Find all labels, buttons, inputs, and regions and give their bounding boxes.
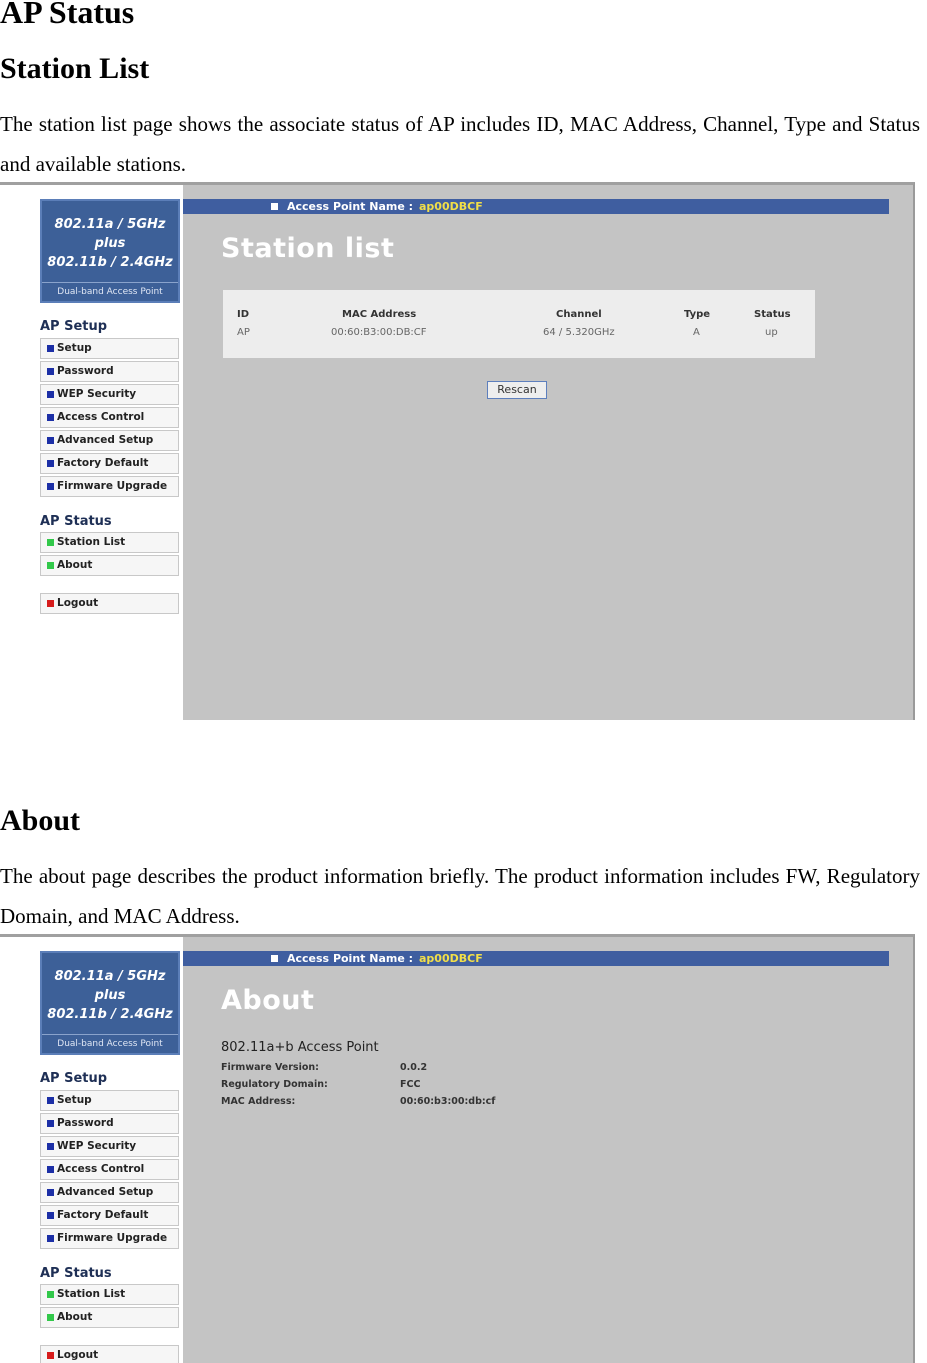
menu-about[interactable] [40, 555, 179, 576]
bullet-icon [47, 539, 54, 546]
station-table [223, 290, 815, 358]
bullet-icon [47, 1212, 54, 1219]
logo-line-2: plus [94, 236, 126, 251]
logo-line-1: 802.11a / 5GHz [54, 969, 166, 984]
ap-status-title: AP Status [40, 1266, 112, 1281]
menu-logout[interactable] [40, 1345, 179, 1363]
logo-line-3: 802.11b / 2.4GHz [47, 255, 173, 270]
menu-firmware-upgrade[interactable] [40, 476, 179, 497]
column-header: Channel [556, 309, 602, 320]
bullet-icon [47, 1166, 54, 1173]
menu-logout[interactable] [40, 593, 179, 614]
menu-label: Password [57, 365, 114, 377]
mac-address-value: 00:60:b3:00:db:cf [400, 1096, 496, 1107]
bullet-icon [47, 1291, 54, 1298]
menu-setup[interactable] [40, 1090, 179, 1111]
menu-access-control[interactable] [40, 407, 179, 428]
menu-wep-security[interactable] [40, 384, 179, 405]
about-heading: About [0, 804, 81, 837]
regulatory-domain-value: FCC [400, 1079, 421, 1090]
logo-line-2: plus [94, 988, 126, 1003]
menu-station-list[interactable] [40, 1284, 179, 1305]
menu-password[interactable] [40, 1113, 179, 1134]
table-cell: 00:60:B3:00:DB:CF [331, 327, 427, 338]
table-cell: 64 / 5.320GHz [543, 327, 615, 338]
bullet-icon [47, 437, 54, 444]
menu-label: Firmware Upgrade [57, 480, 168, 492]
brand-logo [40, 951, 180, 1055]
column-header: ID [237, 309, 250, 320]
firmware-version-value: 0.0.2 [400, 1062, 428, 1073]
logo-line-3: 802.11b / 2.4GHz [47, 1007, 173, 1022]
station-list-screenshot [0, 182, 915, 720]
column-header: MAC Address [342, 309, 417, 320]
bullet-icon [47, 345, 54, 352]
bullet-icon [47, 1352, 54, 1359]
firmware-version-label: Firmware Version: [221, 1062, 319, 1073]
menu-setup[interactable] [40, 338, 179, 359]
menu-label: About [57, 559, 93, 571]
bullet-icon [47, 600, 54, 607]
bullet-icon [47, 1097, 54, 1104]
ap-name-label: Access Point Name : [287, 952, 414, 965]
menu-label: WEP Security [57, 1140, 137, 1152]
rescan-button[interactable]: Rescan [487, 381, 547, 399]
sidebar [0, 185, 183, 720]
menu-firmware-upgrade[interactable] [40, 1228, 179, 1249]
menu-label: Factory Default [57, 457, 149, 469]
menu-label: Access Control [57, 1163, 145, 1175]
bullet-icon [271, 203, 278, 210]
menu-advanced-setup[interactable] [40, 1182, 179, 1203]
regulatory-domain-label: Regulatory Domain: [221, 1079, 328, 1090]
ap-setup-title: AP Setup [40, 1071, 108, 1086]
ap-name-label: Access Point Name : [287, 200, 414, 213]
menu-label: Advanced Setup [57, 1186, 154, 1198]
bullet-icon [47, 368, 54, 375]
menu-label: Advanced Setup [57, 434, 154, 446]
mac-address-label: MAC Address: [221, 1096, 296, 1107]
logo-line-1: 802.11a / 5GHz [54, 217, 166, 232]
logo-subtitle: Dual-band Access Point [42, 1034, 178, 1053]
main-panel [183, 185, 913, 720]
bullet-icon [271, 955, 278, 962]
bullet-icon [47, 562, 54, 569]
menu-factory-default[interactable] [40, 453, 179, 474]
bullet-icon [47, 1120, 54, 1127]
menu-label: Station List [57, 536, 126, 548]
main-panel [183, 937, 913, 1363]
menu-label: About [57, 1311, 93, 1323]
bullet-icon [47, 1189, 54, 1196]
menu-label: Firmware Upgrade [57, 1232, 168, 1244]
logo-subtitle: Dual-band Access Point [42, 282, 178, 301]
sidebar [0, 937, 183, 1363]
column-header: Type [684, 309, 711, 320]
ap-setup-title: AP Setup [40, 319, 108, 334]
menu-label: Setup [57, 1094, 92, 1106]
page-title: About [221, 985, 315, 1016]
ap-name-bar [183, 951, 889, 966]
bullet-icon [47, 460, 54, 467]
station-list-description: The station list page shows the associate status of AP includes ID, MAC Address, Channel, Type and Status and available stations. [0, 112, 920, 176]
menu-factory-default[interactable] [40, 1205, 179, 1226]
menu-wep-security[interactable] [40, 1136, 179, 1157]
doc-title: AP Status [0, 0, 135, 30]
table-cell: A [693, 327, 700, 338]
menu-password[interactable] [40, 361, 179, 382]
menu-label: Logout [57, 1349, 99, 1361]
bullet-icon [47, 391, 54, 398]
bullet-icon [47, 1235, 54, 1242]
bullet-icon [47, 483, 54, 490]
menu-label: Logout [57, 597, 99, 609]
ap-status-title: AP Status [40, 514, 112, 529]
menu-label: WEP Security [57, 388, 137, 400]
about-description: The about page describes the product information briefly. The product information includes FW, Regulatory Domain, and MAC Address. [0, 864, 920, 928]
ap-name-value: ap00DBCF [419, 952, 483, 965]
menu-label: Access Control [57, 411, 145, 423]
product-name: 802.11a+b Access Point [221, 1040, 379, 1055]
bullet-icon [47, 1143, 54, 1150]
menu-advanced-setup[interactable] [40, 430, 179, 451]
bullet-icon [47, 414, 54, 421]
column-header: Status [754, 309, 791, 320]
menu-about[interactable] [40, 1307, 179, 1328]
brand-logo [40, 199, 180, 303]
menu-label: Password [57, 1117, 114, 1129]
table-cell: up [765, 327, 778, 338]
station-list-heading: Station List [0, 52, 150, 85]
menu-label: Setup [57, 342, 92, 354]
about-screenshot [0, 934, 915, 1363]
menu-label: Station List [57, 1288, 126, 1300]
bullet-icon [47, 1314, 54, 1321]
menu-access-control[interactable] [40, 1159, 179, 1180]
ap-name-bar [183, 199, 889, 214]
table-cell: AP [237, 327, 250, 338]
ap-name-value: ap00DBCF [419, 200, 483, 213]
menu-label: Factory Default [57, 1209, 149, 1221]
page-title: Station list [221, 233, 395, 264]
menu-station-list[interactable] [40, 532, 179, 553]
